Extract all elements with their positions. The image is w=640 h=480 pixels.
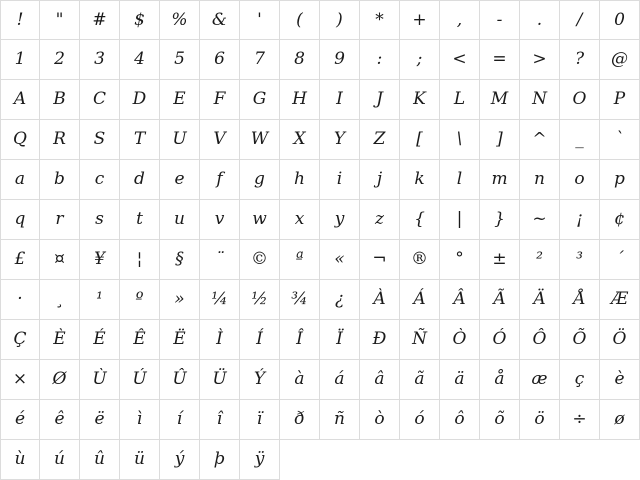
glyph-cell: \: [440, 120, 480, 160]
glyph-cell: W: [240, 120, 280, 160]
glyph-cell: ½: [240, 280, 280, 320]
glyph-cell: J: [360, 80, 400, 120]
glyph-cell: ~: [520, 200, 560, 240]
glyph-cell: Ñ: [400, 320, 440, 360]
glyph-cell: Ê: [120, 320, 160, 360]
glyph-cell: a: [0, 160, 40, 200]
glyph-cell: ï: [240, 400, 280, 440]
glyph-cell: ò: [360, 400, 400, 440]
glyph-cell: Í: [240, 320, 280, 360]
glyph-cell: ¨: [200, 240, 240, 280]
glyph-cell: o: [560, 160, 600, 200]
glyph-cell: w: [240, 200, 280, 240]
glyph-cell: Ô: [520, 320, 560, 360]
glyph-cell: &: [200, 0, 240, 40]
glyph-cell: q: [0, 200, 40, 240]
glyph-cell: [: [400, 120, 440, 160]
glyph-cell: 4: [120, 40, 160, 80]
glyph-cell: í: [160, 400, 200, 440]
glyph-cell: n: [520, 160, 560, 200]
glyph-cell: x: [280, 200, 320, 240]
glyph-cell: Á: [400, 280, 440, 320]
glyph-cell: ¦: [120, 240, 160, 280]
glyph-cell: Ï: [320, 320, 360, 360]
glyph-cell: È: [40, 320, 80, 360]
glyph-cell: -: [480, 0, 520, 40]
glyph-cell: h: [280, 160, 320, 200]
glyph-cell: }: [480, 200, 520, 240]
glyph-cell: /: [560, 0, 600, 40]
glyph-cell: z: [360, 200, 400, 240]
glyph-cell: ¹: [80, 280, 120, 320]
glyph-cell: E: [160, 80, 200, 120]
glyph-cell: ,: [440, 0, 480, 40]
glyph-cell: 5: [160, 40, 200, 80]
empty-cell: [400, 440, 440, 480]
glyph-cell: U: [160, 120, 200, 160]
glyph-cell: f: [200, 160, 240, 200]
glyph-cell: +: [400, 0, 440, 40]
glyph-cell: ): [320, 0, 360, 40]
glyph-cell: ¼: [200, 280, 240, 320]
glyph-cell: 7: [240, 40, 280, 80]
glyph-cell: æ: [520, 360, 560, 400]
glyph-cell: D: [120, 80, 160, 120]
glyph-cell: ö: [520, 400, 560, 440]
glyph-cell: ·: [0, 280, 40, 320]
glyph-cell: ÷: [560, 400, 600, 440]
glyph-cell: O: [560, 80, 600, 120]
glyph-cell: ]: [480, 120, 520, 160]
empty-cell: [520, 440, 560, 480]
glyph-cell: ë: [80, 400, 120, 440]
glyph-cell: .: [520, 0, 560, 40]
glyph-cell: 3: [80, 40, 120, 80]
glyph-cell: C: [80, 80, 120, 120]
glyph-cell: ': [240, 0, 280, 40]
glyph-cell: 9: [320, 40, 360, 80]
glyph-cell: u: [160, 200, 200, 240]
glyph-cell: ç: [560, 360, 600, 400]
glyph-cell: è: [600, 360, 640, 400]
glyph-cell: Ë: [160, 320, 200, 360]
glyph-cell: s: [80, 200, 120, 240]
glyph-cell: ^: [520, 120, 560, 160]
glyph-cell: »: [160, 280, 200, 320]
glyph-cell: É: [80, 320, 120, 360]
glyph-cell: ü: [120, 440, 160, 480]
glyph-cell: P: [600, 80, 640, 120]
glyph-cell: À: [360, 280, 400, 320]
glyph-cell: «: [320, 240, 360, 280]
glyph-cell: Â: [440, 280, 480, 320]
glyph-cell: !: [0, 0, 40, 40]
glyph-cell: Õ: [560, 320, 600, 360]
glyph-cell: e: [160, 160, 200, 200]
glyph-cell: ®: [400, 240, 440, 280]
glyph-cell: $: [120, 0, 160, 40]
glyph-cell: þ: [200, 440, 240, 480]
glyph-cell: N: [520, 80, 560, 120]
glyph-cell: ª: [280, 240, 320, 280]
glyph-cell: ;: [400, 40, 440, 80]
glyph-cell: Ì: [200, 320, 240, 360]
glyph-cell: §: [160, 240, 200, 280]
glyph-cell: ê: [40, 400, 80, 440]
glyph-cell: R: [40, 120, 80, 160]
glyph-cell: ¿: [320, 280, 360, 320]
glyph-cell: Û: [160, 360, 200, 400]
glyph-cell: v: [200, 200, 240, 240]
glyph-cell: û: [80, 440, 120, 480]
glyph-cell: <: [440, 40, 480, 80]
empty-cell: [480, 440, 520, 480]
glyph-cell: ñ: [320, 400, 360, 440]
glyph-cell: ú: [40, 440, 80, 480]
glyph-cell: õ: [480, 400, 520, 440]
glyph-cell: g: [240, 160, 280, 200]
glyph-cell: â: [360, 360, 400, 400]
glyph-cell: ¬: [360, 240, 400, 280]
glyph-cell: L: [440, 80, 480, 120]
glyph-cell: ý: [160, 440, 200, 480]
glyph-cell: H: [280, 80, 320, 120]
glyph-cell: @: [600, 40, 640, 80]
glyph-cell: ã: [400, 360, 440, 400]
glyph-cell: B: [40, 80, 80, 120]
glyph-cell: Ö: [600, 320, 640, 360]
glyph-cell: á: [320, 360, 360, 400]
glyph-cell: Ü: [200, 360, 240, 400]
glyph-cell: ©: [240, 240, 280, 280]
glyph-cell: =: [480, 40, 520, 80]
glyph-cell: Ç: [0, 320, 40, 360]
glyph-cell: Å: [560, 280, 600, 320]
glyph-cell: Ã: [480, 280, 520, 320]
glyph-cell: 6: [200, 40, 240, 80]
glyph-cell: m: [480, 160, 520, 200]
glyph-cell: r: [40, 200, 80, 240]
glyph-cell: *: [360, 0, 400, 40]
glyph-cell: F: [200, 80, 240, 120]
empty-cell: [360, 440, 400, 480]
glyph-cell: °: [440, 240, 480, 280]
glyph-cell: M: [480, 80, 520, 120]
glyph-cell: Ò: [440, 320, 480, 360]
glyph-cell: A: [0, 80, 40, 120]
glyph-cell: º: [120, 280, 160, 320]
glyph-cell: ì: [120, 400, 160, 440]
glyph-cell: {: [400, 200, 440, 240]
glyph-cell: ¤: [40, 240, 80, 280]
glyph-cell: %: [160, 0, 200, 40]
glyph-cell: ù: [0, 440, 40, 480]
glyph-cell: l: [440, 160, 480, 200]
glyph-cell: k: [400, 160, 440, 200]
glyph-cell: Ó: [480, 320, 520, 360]
glyph-cell: G: [240, 80, 280, 120]
glyph-cell: K: [400, 80, 440, 120]
glyph-cell: à: [280, 360, 320, 400]
glyph-cell: V: [200, 120, 240, 160]
glyph-cell: |: [440, 200, 480, 240]
glyph-cell: Y: [320, 120, 360, 160]
glyph-cell: p: [600, 160, 640, 200]
glyph-cell: Ä: [520, 280, 560, 320]
glyph-cell: t: [120, 200, 160, 240]
glyph-cell: Æ: [600, 280, 640, 320]
glyph-cell: :: [360, 40, 400, 80]
glyph-cell: 0: [600, 0, 640, 40]
glyph-cell: ": [40, 0, 80, 40]
glyph-cell: ¢: [600, 200, 640, 240]
glyph-cell: ø: [600, 400, 640, 440]
glyph-cell: Î: [280, 320, 320, 360]
glyph-cell: ä: [440, 360, 480, 400]
glyph-cell: Ø: [40, 360, 80, 400]
glyph-cell: X: [280, 120, 320, 160]
glyph-cell: d: [120, 160, 160, 200]
glyph-cell: #: [80, 0, 120, 40]
glyph-cell: y: [320, 200, 360, 240]
glyph-cell: ³: [560, 240, 600, 280]
glyph-cell: ó: [400, 400, 440, 440]
glyph-cell: T: [120, 120, 160, 160]
glyph-cell: ²: [520, 240, 560, 280]
glyph-cell: ±: [480, 240, 520, 280]
glyph-cell: î: [200, 400, 240, 440]
glyph-cell: Ð: [360, 320, 400, 360]
glyph-cell: c: [80, 160, 120, 200]
glyph-cell: (: [280, 0, 320, 40]
glyph-cell: ÿ: [240, 440, 280, 480]
glyph-cell: _: [560, 120, 600, 160]
glyph-cell: >: [520, 40, 560, 80]
glyph-cell: Ú: [120, 360, 160, 400]
glyph-cell: ×: [0, 360, 40, 400]
glyph-cell: Z: [360, 120, 400, 160]
glyph-cell: ô: [440, 400, 480, 440]
glyph-cell: é: [0, 400, 40, 440]
glyph-cell: b: [40, 160, 80, 200]
empty-cell: [600, 440, 640, 480]
glyph-cell: I: [320, 80, 360, 120]
glyph-cell: å: [480, 360, 520, 400]
glyph-cell: ð: [280, 400, 320, 440]
glyph-cell: ¥: [80, 240, 120, 280]
glyph-cell: Q: [0, 120, 40, 160]
glyph-cell: £: [0, 240, 40, 280]
empty-cell: [440, 440, 480, 480]
glyph-cell: S: [80, 120, 120, 160]
glyph-cell: 1: [0, 40, 40, 80]
empty-cell: [320, 440, 360, 480]
glyph-cell: 8: [280, 40, 320, 80]
glyph-cell: Ý: [240, 360, 280, 400]
glyph-cell: Ù: [80, 360, 120, 400]
glyph-cell: i: [320, 160, 360, 200]
glyph-cell: j: [360, 160, 400, 200]
glyph-cell: 2: [40, 40, 80, 80]
empty-cell: [560, 440, 600, 480]
glyph-cell: ¸: [40, 280, 80, 320]
glyph-cell: ?: [560, 40, 600, 80]
glyph-cell: ¾: [280, 280, 320, 320]
glyph-cell: `: [600, 120, 640, 160]
glyph-cell: ¡: [560, 200, 600, 240]
glyph-cell: ´: [600, 240, 640, 280]
empty-cell: [280, 440, 320, 480]
